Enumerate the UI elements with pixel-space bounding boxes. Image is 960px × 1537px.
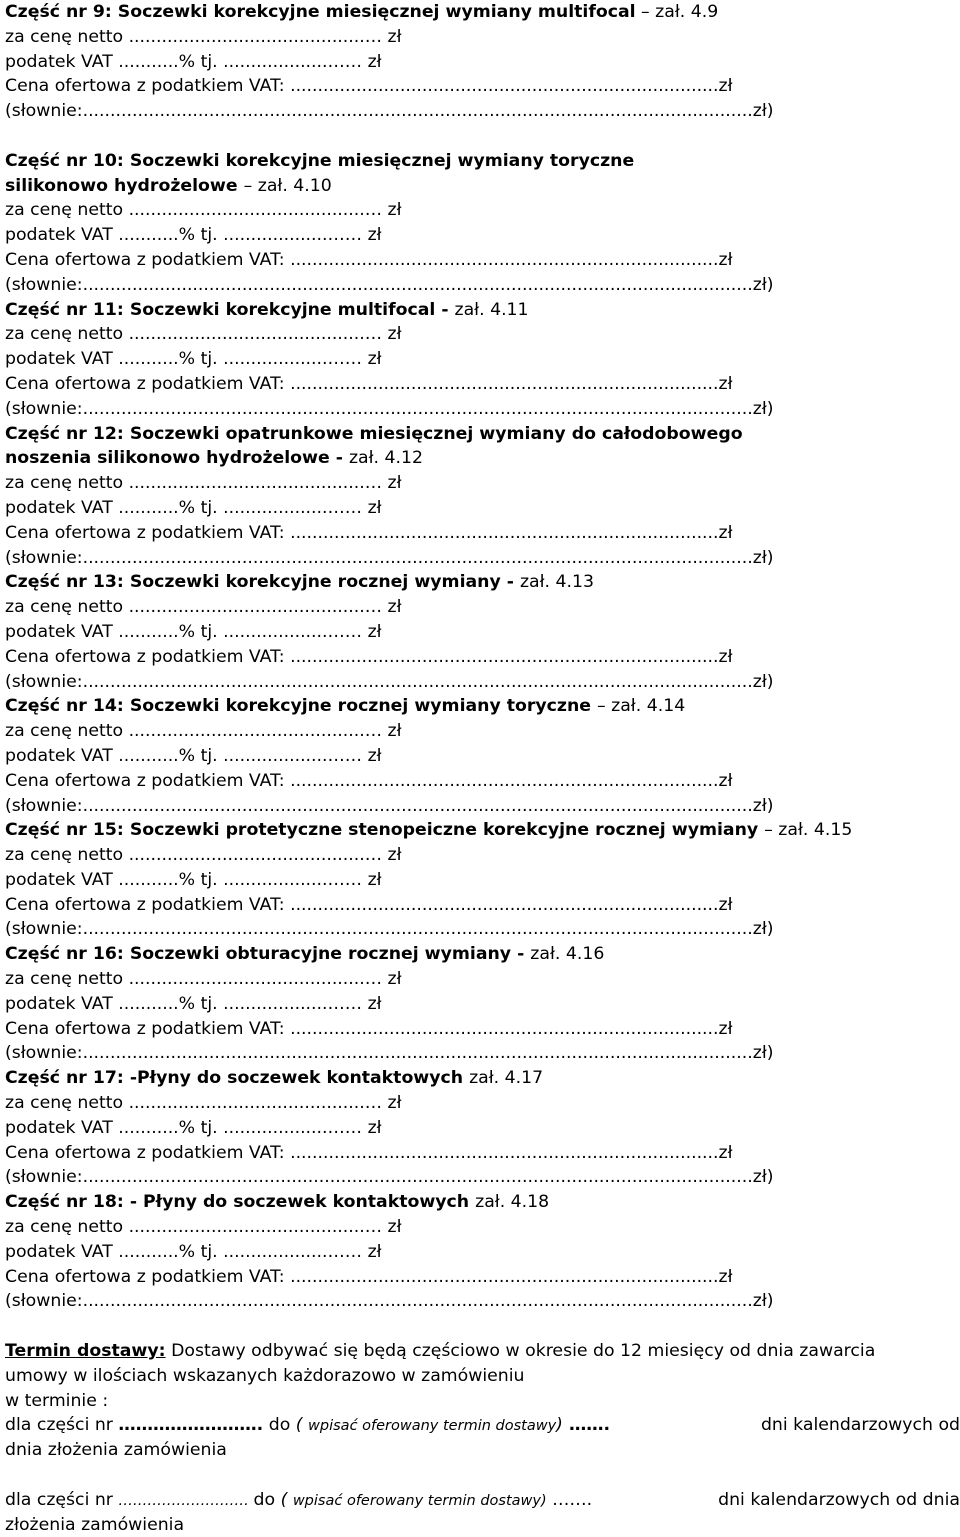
vat-line: podatek VAT ...........% tj. ...................…… zł: [5, 993, 382, 1014]
price-line: Cena ofertowa z podatkiem VAT: ..............................................................................zł: [5, 646, 733, 667]
words-line: (słownie:..........................................................................................................................zł): [5, 919, 774, 940]
netto-line: za cenę netto ...........................................… zł: [5, 26, 402, 47]
document-page: [5, 0, 960, 1537]
price-line: Cena ofertowa z podatkiem VAT: ..............................................................................zł: [5, 1142, 733, 1163]
words-line: (słownie:..........................................................................................................................zł): [5, 101, 774, 122]
part-ref: zał. 4.18: [475, 1192, 550, 1213]
words-line: (słownie:..........................................................................................................................zł): [5, 671, 774, 692]
price-line: Cena ofertowa z podatkiem VAT: ..............................................................................zł: [5, 76, 733, 97]
delivery-text: Dostawy odbywać się będą częściowo w okresie do 12 miesięcy od dnia zawarcia: [165, 1341, 876, 1362]
delivery-row-cont: złożenia zamówienia: [5, 1514, 185, 1535]
part-16: [5, 942, 960, 1066]
vat-line: podatek VAT ...........% tj. ...................…… zł: [5, 497, 382, 518]
part-ref: – zał. 4.9: [635, 2, 719, 22]
words-line: (słownie:..........................................................................................................................zł): [5, 274, 774, 295]
words-line: (słownie:..........................................................................................................................zł): [5, 795, 774, 816]
part-ref: – zał. 4.15: [764, 820, 853, 841]
part-number-blank: …………………….: [118, 1415, 264, 1436]
vat-line: podatek VAT ...........% tj. ...................…… zł: [5, 869, 382, 890]
part-heading: [5, 446, 960, 471]
part-number-label: dla części nr: [5, 1415, 119, 1436]
delivery-line-2: umowy w ilościach wskazanych każdorazowo w zamówieniu: [5, 1365, 525, 1386]
part-11: [5, 298, 960, 422]
part-ref: zał. 4.17: [469, 1068, 544, 1089]
part-heading: [5, 818, 960, 843]
days-blank: …….: [562, 1415, 611, 1436]
vat-line: podatek VAT ...........% tj. ...................…… zł: [5, 1117, 382, 1138]
words-line: (słownie:..........................................................................................................................zł): [5, 547, 774, 568]
paren-close: ): [556, 1415, 563, 1436]
paren-open: (: [280, 1489, 293, 1510]
delivery-row-left: [5, 1413, 610, 1438]
part-heading: [5, 942, 960, 967]
netto-line: za cenę netto ...........................................… zł: [5, 324, 402, 345]
days-label: dni kalendarzowych od dnia: [718, 1489, 960, 1510]
part-heading: [5, 174, 960, 199]
netto-line: za cenę netto ...........................................… zł: [5, 1093, 402, 1114]
part-title: Część nr 10: Soczewki korekcyjne miesięcznej wymiany toryczne: [5, 150, 635, 171]
part-heading: [5, 298, 960, 323]
vat-line: podatek VAT ...........% tj. ...................…… zł: [5, 1241, 382, 1262]
words-line: (słownie:..........................................................................................................................zł): [5, 1291, 774, 1312]
part-heading: [5, 1066, 960, 1091]
delivery-row-cont: dnia złożenia zamówienia: [5, 1440, 227, 1461]
delivery-row: [5, 1488, 960, 1513]
part-15: [5, 818, 960, 942]
part-ref: zał. 4.16: [530, 944, 605, 965]
part-heading: [5, 694, 960, 719]
part-18: [5, 1190, 960, 1314]
part-ref: zał. 4.11: [454, 299, 529, 320]
vat-line: podatek VAT ...........% tj. ...................…… zł: [5, 51, 382, 72]
words-line: (słownie:..........................................................................................................................zł): [5, 1167, 774, 1188]
to-label: do: [253, 1489, 281, 1510]
netto-line: za cenę netto ...........................................… zł: [5, 597, 402, 618]
vat-line: podatek VAT ...........% tj. ...................…… zł: [5, 349, 382, 370]
fill-hint: wpisać oferowany termin dostawy: [308, 1418, 557, 1435]
part-17: [5, 1066, 960, 1190]
part-number-blank: ………………………: [118, 1492, 254, 1509]
price-line: Cena ofertowa z podatkiem VAT: ..............................................................................zł: [5, 1018, 733, 1039]
delivery-row: [5, 1413, 960, 1438]
vat-line: podatek VAT ...........% tj. ...................…… zł: [5, 745, 382, 766]
spacer: [5, 1314, 960, 1339]
paren-open: (: [295, 1415, 309, 1436]
spacer: [5, 124, 960, 149]
days-blank: …….: [546, 1489, 593, 1510]
vat-line: podatek VAT ...........% tj. ...................…… zł: [5, 225, 382, 246]
part-title: Część nr 13: Soczewki korekcyjne rocznej wymiany -: [5, 572, 520, 593]
netto-line: za cenę netto ...........................................… zł: [5, 969, 402, 990]
part-12: [5, 422, 960, 571]
part-heading: [5, 570, 960, 595]
netto-line: za cenę netto ...........................................… zł: [5, 1217, 402, 1238]
part-title-cont: silikonowo hydrożelowe: [5, 175, 244, 196]
price-line: Cena ofertowa z podatkiem VAT: ..............................................................................zł: [5, 373, 733, 394]
price-line: Cena ofertowa z podatkiem VAT: ..............................................................................zł: [5, 770, 733, 791]
fill-hint: wpisać oferowany termin dostawy): [292, 1492, 547, 1509]
price-line: Cena ofertowa z podatkiem VAT: ..............................................................................zł: [5, 894, 733, 915]
part-title: Część nr 15: Soczewki protetyczne stenopeiczne korekcyjne rocznej wymiany: [5, 820, 765, 841]
to-label: do: [263, 1415, 296, 1436]
delivery-row-left: [5, 1488, 592, 1513]
words-line: (słownie:..........................................................................................................................zł): [5, 1043, 774, 1064]
part-title: Część nr 12: Soczewki opatrunkowe miesięcznej wymiany do całodobowego: [5, 423, 743, 444]
part-heading: [5, 0, 960, 25]
part-title: Część nr 16: Soczewki obturacyjne rocznej wymiany -: [5, 944, 531, 965]
part-9: [5, 0, 960, 124]
part-number-label: dla części nr: [5, 1489, 119, 1510]
delivery-label: Termin dostawy:: [5, 1341, 166, 1362]
part-13: [5, 570, 960, 694]
part-14: [5, 694, 960, 818]
part-ref: zał. 4.13: [519, 572, 594, 593]
part-10: [5, 149, 960, 298]
netto-line: za cenę netto ...........................................… zł: [5, 845, 402, 866]
part-title-cont: noszenia silikonowo hydrożelowe -: [5, 448, 349, 469]
part-ref: – zał. 4.14: [597, 696, 686, 717]
price-line: Cena ofertowa z podatkiem VAT: ..............................................................................zł: [5, 249, 733, 270]
price-line: Cena ofertowa z podatkiem VAT: ..............................................................................zł: [5, 522, 733, 543]
delivery-line: [5, 1339, 960, 1364]
part-ref: – zał. 4.10: [243, 175, 332, 196]
vat-line: podatek VAT ...........% tj. ...................…… zł: [5, 621, 382, 642]
netto-line: za cenę netto ...........................................… zł: [5, 200, 402, 221]
part-title: Część nr 11: Soczewki korekcyjne multifocal -: [5, 299, 455, 320]
netto-line: za cenę netto ...........................................… zł: [5, 721, 402, 742]
days-label: dni kalendarzowych od: [760, 1415, 960, 1436]
part-title: Część nr 9: Soczewki korekcyjne miesięcznej wymiany multifocal: [5, 2, 636, 22]
part-title: Część nr 18: - Płyny do soczewek kontaktowych: [5, 1192, 476, 1213]
part-title: Część nr 14: Soczewki korekcyjne rocznej wymiany toryczne: [5, 696, 598, 717]
part-heading: [5, 1190, 960, 1215]
part-title: Część nr 17: -Płyny do soczewek kontaktowych: [5, 1068, 470, 1089]
spacer: [5, 1463, 960, 1488]
netto-line: za cenę netto ...........................................… zł: [5, 473, 402, 494]
delivery-deadline-label: w terminie :: [5, 1390, 109, 1411]
words-line: (słownie:..........................................................................................................................zł): [5, 398, 774, 419]
delivery-terms: [5, 1339, 960, 1537]
price-line: Cena ofertowa z podatkiem VAT: ..............................................................................zł: [5, 1266, 733, 1287]
part-ref: zał. 4.12: [348, 448, 423, 469]
